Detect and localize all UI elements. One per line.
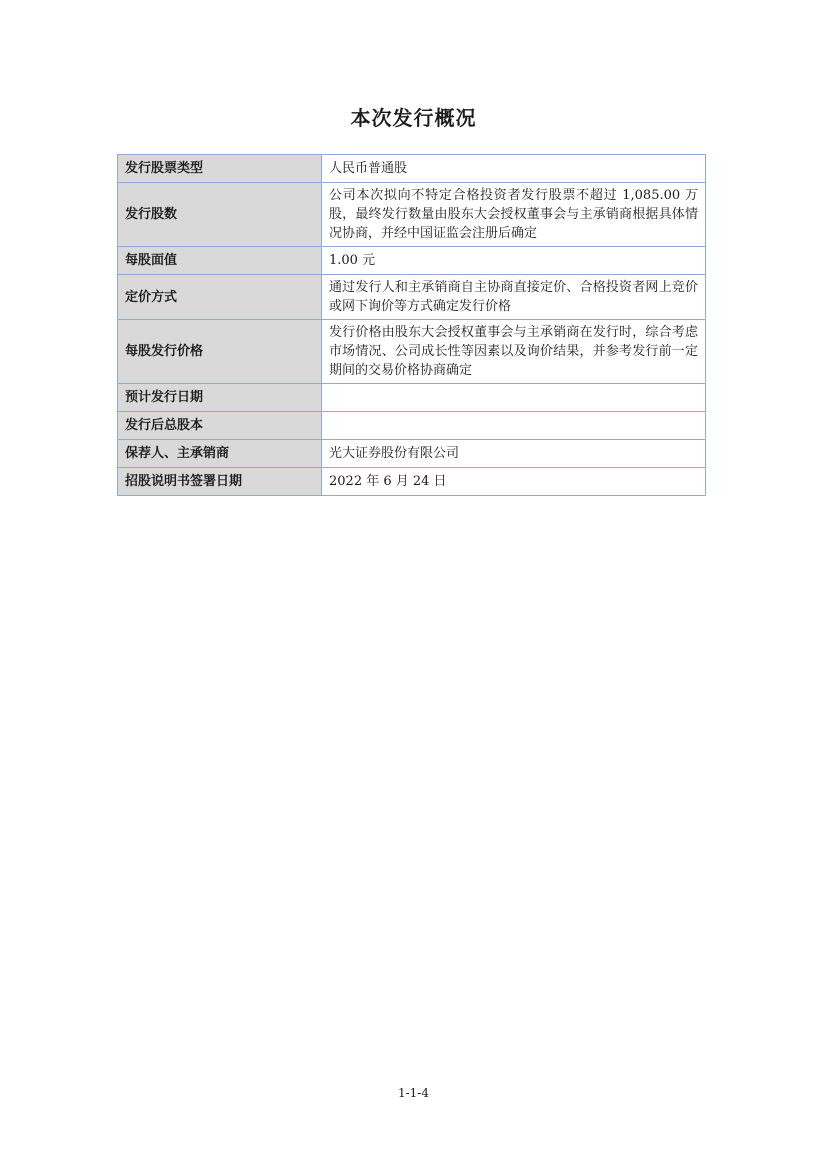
row-value: 人民币普通股	[322, 155, 706, 183]
table-row	[118, 275, 706, 320]
table-row	[118, 384, 706, 412]
row-label: 定价方式	[118, 275, 322, 320]
row-value	[322, 384, 706, 412]
row-label: 发行股票类型	[118, 155, 322, 183]
issuance-overview-table	[117, 154, 706, 496]
row-value: 1.00 元	[322, 247, 706, 275]
row-value: 2022 年 6 月 24 日	[322, 468, 706, 496]
row-value: 发行价格由股东大会授权董事会与主承销商在发行时，综合考虑市场情况、公司成长性等因素以及询价结果，并参考发行前一定期间的交易价格协商确定	[322, 320, 706, 384]
row-value	[322, 412, 706, 440]
table-row	[118, 468, 706, 496]
table-row	[118, 412, 706, 440]
row-label: 每股面值	[118, 247, 322, 275]
table-row	[118, 183, 706, 247]
table-row	[118, 440, 706, 468]
row-value: 光大证券股份有限公司	[322, 440, 706, 468]
table-row	[118, 155, 706, 183]
row-value: 通过发行人和主承销商自主协商直接定价、合格投资者网上竞价或网下询价等方式确定发行价格	[322, 275, 706, 320]
row-label: 预计发行日期	[118, 384, 322, 412]
row-value: 公司本次拟向不特定合格投资者发行股票不超过 1,085.00 万股，最终发行数量由股东大会授权董事会与主承销商根据具体情况协商，并经中国证监会注册后确定	[322, 183, 706, 247]
page-number: 1-1-4	[397, 1086, 429, 1100]
row-label: 每股发行价格	[118, 320, 322, 384]
row-label: 保荐人、主承销商	[118, 440, 322, 468]
row-label: 发行后总股本	[118, 412, 322, 440]
page-title: 本次发行概况	[350, 106, 477, 130]
row-label: 招股说明书签署日期	[118, 468, 322, 496]
table-row	[118, 247, 706, 275]
table-row	[118, 320, 706, 384]
row-label: 发行股数	[118, 183, 322, 247]
